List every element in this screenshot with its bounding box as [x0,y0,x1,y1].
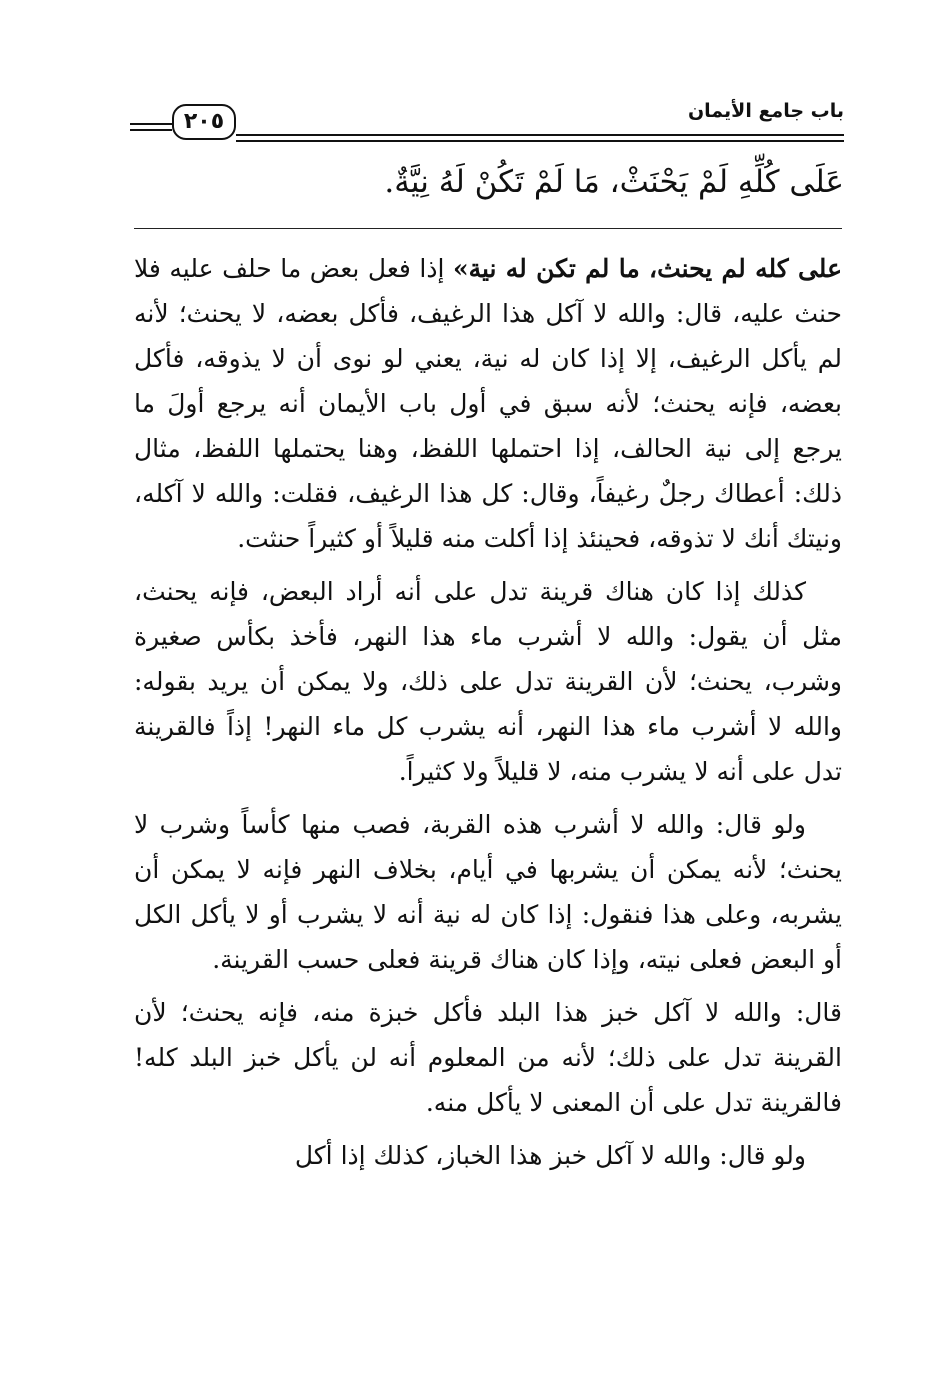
matn-text: عَلَى كُلِّهِ لَمْ يَحْنَثْ، مَا لَمْ تَكُنْ لَهُ نِيَّةٌ. [384,164,844,200]
header-rule-right [236,134,844,142]
paragraph-4: قال: والله لا آكل خبز هذا البلد فأكل خبزة منه، فإنه يحنث؛ لأن القرينة تدل على ذلك؛ لأنه من المعلوم أنه لن يأكل خبز البلد كله! فالقرينة تدل على أن المعنى لا يأكل منه. [134,998,842,1117]
paragraph-2: كذلك إذا كان هناك قرينة تدل على أنه أراد البعض، فإنه يحنث، مثل أن يقول: والله لا أشرب ماء هذا النهر، فأخذ بكأس صغيرة وشرب، يحنث؛ لأن القرينة تدل على ذلك، ولا يمكن أن يريد بقوله: والله لا أشرب ماء هذا النهر، أنه يشرب كل ماء النهر! إذاً فالقرينة تدل على أنه لا يشرب منه، لا قليلاً ولا كثيراً. [134,577,842,786]
matn-divider [134,228,842,229]
page-number: ٢٠٥ [172,104,236,140]
header-rule-left [130,123,172,131]
paragraph-1-lead: على كله لم يحنث، ما لم تكن له نية» [452,254,842,283]
paragraph-1 [134,246,842,561]
paragraph-5: ولو قال: والله لا آكل خبز هذا الخباز، كذلك إذا أكل [294,1141,806,1170]
paragraph-3: ولو قال: والله لا أشرب هذه القربة، فصب منها كأساً وشرب لا يحنث؛ لأنه يمكن أن يشربها في أيام، بخلاف النهر فإنه لا يمكن أن يشربه، وعلى هذا فنقول: إذا كان له نية أنه لا يشرب أو لا يأكل الكل أو البعض فعلى نيته، وإذا كان هناك قرينة فعلى حسب القرينة. [134,810,842,974]
commentary-body [134,246,842,1178]
page-header [130,96,844,146]
paragraph-1-text: إذا فعل بعض ما حلف عليه فلا حنث عليه، قال: والله لا آكل هذا الرغيف، فأكل بعضه، لا يحنث؛ لأنه لم يأكل الرغيف، إلا إذا كان له نية، يعني لو نوى أن لا يذوقه، فأكل بعضه، فإنه يحنث؛ لأنه سبق في أول باب الأيمان أنه يرجع أولَ ما يرجع إلى نية الحالف، إذا احتملها اللفظ، وهنا يحتملها اللفظ، مثال ذلك: أعطاك رجلٌ رغيفاً، وقال: كل هذا الرغيف، فقلت: والله لا آكله، ونيتك أنك لا تذوقه، فحينئذ إذا أكلت منه قليلاً أو كثيراً حنثت. [134,254,842,553]
chapter-title: باب جامع الأيمان [687,100,844,122]
